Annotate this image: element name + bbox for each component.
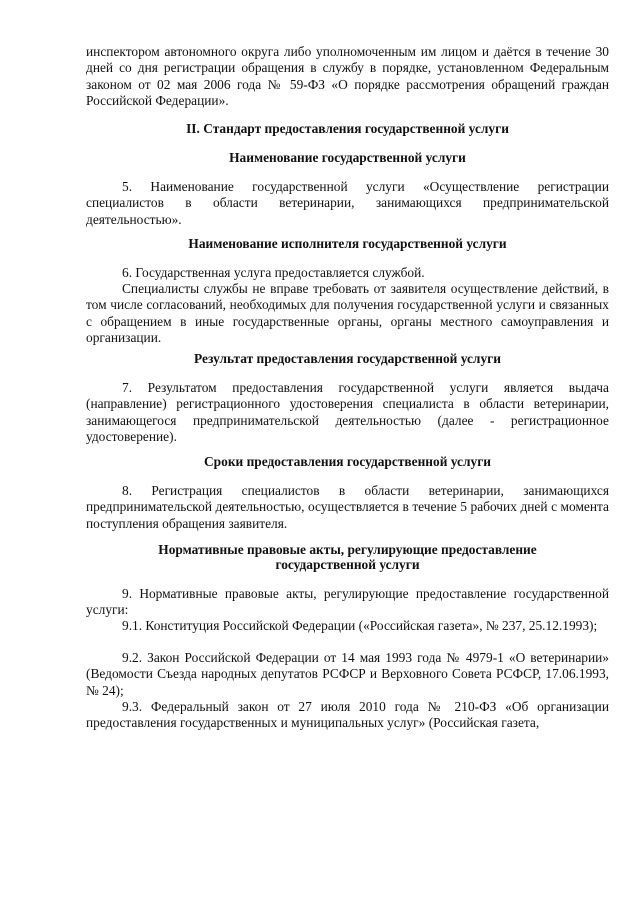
heading-terms: Сроки предоставления государственной услуги <box>204 454 491 469</box>
paragraph-6: 6. Государственная услуга предоставляется службой. <box>122 265 425 280</box>
paragraph-9-2: 9.2. Закон Российской Федерации от 14 мая 1993 года № 4979-1 «О ветеринарии» (Ведомости Съезда народных депутатов РСФСР и Верховного Совета РСФСР, 17.06.1993, № 24); <box>86 650 609 698</box>
paragraph-7: 7. Результатом предоставления государственной услуги является выдача (направление) регистрационного удостоверения специалиста в области ветеринарии, занимающегося предпринимательской деятельностью (далее - регистрационное удостоверение). <box>86 380 609 444</box>
paragraph-9-1: 9.1. Конституция Российской Федерации («Российская газета», № 237, 25.12.1993); <box>122 618 598 633</box>
paragraph-5: 5. Наименование государственной услуги «Осуществление регистрации специалистов в области ветеринарии, занимающихся предпринимательской деятельностью». <box>86 179 609 227</box>
intro-paragraph: инспектором автономного округа либо уполномоченным им лицом и даётся в течение 30 дней со дня регистрации обращения в службу в порядке, установленном Федеральным законом от 02 мая 2006 года № 59-ФЗ «О порядке рассмотрения обращений граждан Российской Федерации». <box>86 44 609 108</box>
heading-executor: Наименование исполнителя государственной услуги <box>188 236 507 251</box>
paragraph-9: 9. Нормативные правовые акты, регулирующие предоставление государственной услуги: <box>86 586 609 618</box>
paragraph-8: 8. Регистрация специалистов в области ветеринарии, занимающихся предпринимательской деятельностью, осуществляется в течение 5 рабочих дней с момента поступления обращения заявителя. <box>86 483 609 531</box>
heading-acts-line1: Нормативные правовые акты, регулирующие предоставление <box>158 542 537 557</box>
section-title: II. Стандарт предоставления государственной услуги <box>186 121 509 136</box>
paragraph-6b: Специалисты службы не вправе требовать от заявителя осуществление действий, в том числе согласований, необходимых для получения государственной услуги и связанных с обращением в иные государственные органы, органы местного самоуправления и организации. <box>86 281 609 345</box>
heading-acts-line2: государственной услуги <box>275 557 420 572</box>
paragraph-9-3: 9.3. Федеральный закон от 27 июля 2010 года № 210-ФЗ «Об организации предоставления государственных и муниципальных услуг» (Российская газета, <box>86 699 609 731</box>
heading-result: Результат предоставления государственной услуги <box>194 351 501 366</box>
heading-service-name: Наименование государственной услуги <box>229 150 466 165</box>
